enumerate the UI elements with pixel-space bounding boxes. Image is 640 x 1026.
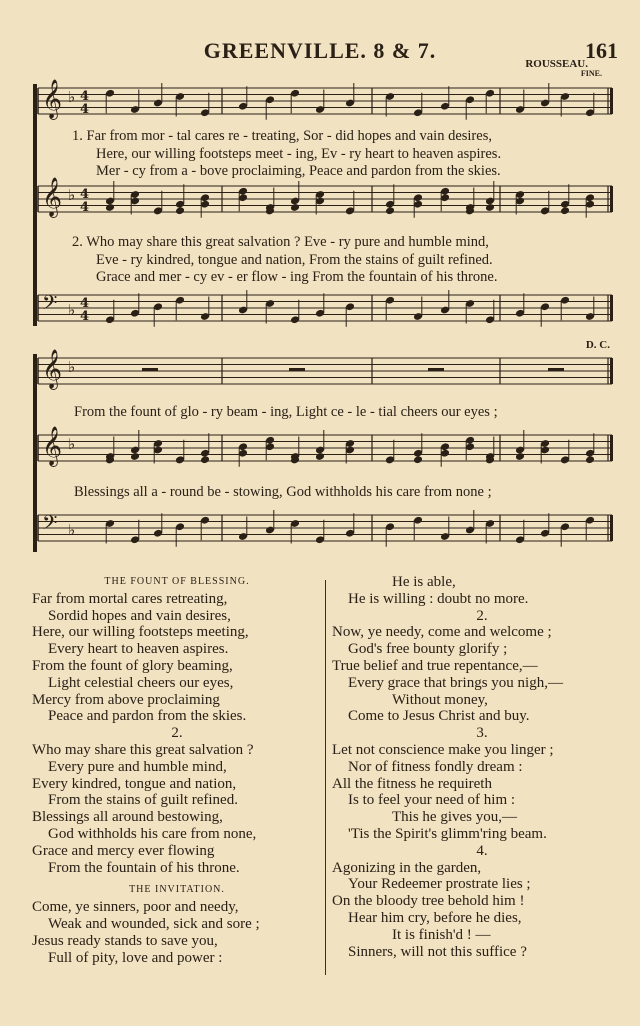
- whole-rest: [548, 368, 564, 372]
- l-stanza-number-2: 2.: [171, 725, 183, 742]
- note-head: [130, 452, 140, 461]
- system-bracket-1: [33, 84, 37, 326]
- barline-final: [610, 186, 613, 212]
- flat-sign-icon: ♭: [68, 301, 76, 319]
- r-s2-4: Every grace that brings you nigh,—: [348, 674, 563, 691]
- r-s3-1: Let not conscience make you linger ;: [332, 741, 554, 758]
- r-s4-6: Sinners, will not this suffice ?: [348, 943, 527, 960]
- note-head: [385, 206, 395, 215]
- time-signature-bottom: 4: [80, 102, 90, 117]
- l-s1-4: Every heart to heaven aspires.: [48, 641, 229, 658]
- fine-marking: FINE.: [580, 69, 602, 78]
- time-signature-top: 4: [80, 89, 90, 104]
- lyric-line-5: Eve - ry kindred, tongue and nation, From the stains of guilt refined.: [96, 252, 493, 268]
- note-head: [560, 206, 570, 215]
- column-divider: [325, 580, 326, 975]
- heading-fount-of-blessing: THE FOUNT OF BLESSING.: [104, 576, 250, 587]
- note-head: [315, 452, 325, 461]
- r-s2-6: Come to Jesus Christ and buy.: [348, 708, 530, 725]
- lyric-line-4: 2. Who may share this great salvation ? Eve - ry pure and humble mind,: [72, 234, 489, 250]
- heading-invitation: THE INVITATION.: [129, 884, 225, 896]
- note-head: [485, 203, 495, 212]
- r-s2-5: Without money,: [392, 691, 488, 708]
- r-s3-5: This he gives you,—: [392, 809, 517, 826]
- r-s4-4: Hear him cry, before he dies,: [348, 909, 522, 926]
- note-head: [515, 452, 525, 461]
- time-signature-top: 4: [80, 296, 90, 311]
- barline-final: [610, 435, 613, 461]
- lyric-line-2: Here, our willing footsteps meet - ing, Ev - ry heart to heaven aspires.: [96, 146, 502, 162]
- flat-sign-icon: ♭: [68, 435, 76, 453]
- barline-final: [610, 358, 613, 384]
- r-stanza-number-2: 2.: [476, 607, 488, 624]
- l-s2-1: Who may share this great salvation ?: [32, 741, 254, 758]
- r-cont-1: He is able,: [392, 574, 456, 590]
- r-s2-1: Now, ye needy, come and welcome ;: [332, 624, 552, 641]
- dc-marking: D. C.: [585, 339, 610, 351]
- system-bracket-2: [33, 354, 37, 552]
- flat-sign-icon: ♭: [68, 186, 76, 204]
- flat-sign-icon: ♭: [68, 88, 76, 106]
- l-s2-3: Every kindred, tongue and nation,: [32, 775, 237, 792]
- barline-final: [610, 515, 613, 541]
- note-head: [585, 455, 595, 464]
- right-column: [332, 574, 632, 960]
- r-s4-1: Agonizing in the garden,: [332, 859, 482, 876]
- r-stanza-number-3: 3.: [476, 725, 488, 742]
- whole-rest: [289, 368, 305, 372]
- barline-final: [610, 295, 613, 321]
- left-column: [32, 574, 322, 966]
- l-s2-7: Grace and mercy ever flowing: [32, 842, 215, 859]
- whole-rest: [142, 368, 158, 372]
- r-s3-2: Nor of fitness fondly dream :: [348, 758, 523, 775]
- l-s1-3: Here, our willing footsteps meeting,: [32, 624, 249, 641]
- bass-clef-icon: 𝄢: [42, 291, 58, 319]
- lyric-line-8: Blessings all a - round be - stowing, God withholds his care from none ;: [74, 484, 492, 500]
- l-s2-2: Every pure and humble mind,: [48, 758, 227, 775]
- page-number: 161: [585, 38, 618, 63]
- treble-clef-icon: 𝄞: [42, 426, 63, 466]
- l-s3-1: Come, ye sinners, poor and needy,: [32, 899, 239, 916]
- l-s1-5: From the fount of glory beaming,: [32, 657, 233, 674]
- l-s1-1: Far from mortal cares retreating,: [32, 590, 228, 607]
- whole-rest: [428, 368, 444, 372]
- l-s1-7: Mercy from above proclaiming: [32, 691, 220, 708]
- treble-clef-icon: 𝄞: [42, 177, 63, 217]
- note-head: [200, 455, 210, 464]
- r-s3-4: Is to feel your need of him :: [348, 792, 516, 809]
- composer-name: ROUSSEAU.: [525, 58, 588, 70]
- l-s3-2: Weak and wounded, sick and sore ;: [48, 915, 260, 932]
- note-head: [290, 203, 300, 212]
- lyric-line-3: Mer - cy from a - bove proclaiming, Peace and pardon from the skies.: [96, 163, 501, 179]
- bass-clef-icon: 𝄢: [42, 511, 58, 539]
- time-signature-top: 4: [80, 187, 90, 202]
- treble-clef-icon: 𝄞: [42, 349, 63, 389]
- l-s3-3: Jesus ready stands to save you,: [32, 932, 218, 949]
- r-s4-5: It is finish'd ! —: [392, 926, 491, 943]
- time-signature-bottom: 4: [80, 200, 90, 215]
- l-s1-2: Sordid hopes and vain desires,: [48, 607, 231, 624]
- note-head: [413, 455, 423, 464]
- flat-sign-icon: ♭: [68, 521, 76, 539]
- lyric-line-6: Grace and mer - cy ev - er flow - ing From the fountain of his throne.: [96, 269, 498, 285]
- l-s2-6: God withholds his care from none,: [48, 825, 257, 842]
- r-s4-3: On the bloody tree behold him !: [332, 893, 525, 910]
- lyric-line-7: From the fount of glo - ry beam - ing, Light ce - le - tial cheers our eyes ;: [74, 404, 498, 420]
- treble-clef-icon: 𝄞: [42, 79, 63, 119]
- r-cont-2: He is willing : doubt no more.: [348, 590, 529, 607]
- r-s2-2: God's free bounty glorify ;: [348, 641, 508, 658]
- hymn-title: GREENVILLE. 8 & 7.: [203, 38, 437, 63]
- r-s2-3: True belief and true repentance,—: [332, 657, 538, 674]
- r-s3-6: 'Tis the Spirit's glimm'ring beam.: [348, 825, 547, 842]
- l-s2-5: Blessings all around bestowing,: [32, 809, 223, 826]
- r-stanza-number-4: 4.: [476, 842, 488, 859]
- barline-final: [610, 88, 613, 114]
- l-s2-8: From the fountain of his throne.: [48, 859, 240, 876]
- note-head: [175, 206, 185, 215]
- r-s3-3: All the fitness he requireth: [332, 775, 492, 792]
- lyric-line-1: 1. Far from mor - tal cares re - treating, Sor - did hopes and vain desires,: [72, 128, 492, 144]
- l-s2-4: From the stains of guilt refined.: [48, 792, 238, 809]
- l-s3-4: Full of pity, love and power :: [48, 949, 223, 966]
- l-s1-6: Light celestial cheers our eyes,: [48, 674, 234, 691]
- note-head: [105, 203, 115, 212]
- flat-sign-icon: ♭: [68, 358, 76, 376]
- r-s4-2: Your Redeemer prostrate lies ;: [348, 876, 531, 893]
- time-signature-bottom: 4: [80, 309, 90, 324]
- l-s1-8: Peace and pardon from the skies.: [48, 708, 247, 725]
